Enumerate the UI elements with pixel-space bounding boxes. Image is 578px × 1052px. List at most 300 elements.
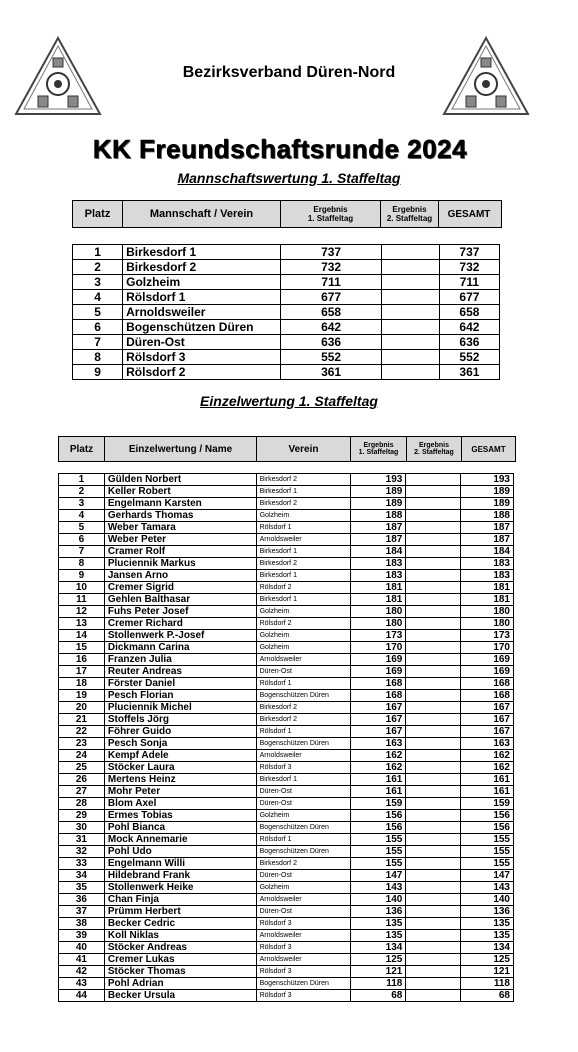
table-row: [59, 522, 514, 534]
shooter-club: Rölsdorf 1: [256, 678, 350, 690]
shooter-total: 169: [461, 666, 514, 678]
shooter-result-2: [406, 534, 461, 546]
shooter-club: Rölsdorf 2: [256, 582, 350, 594]
shooter-club: Bogenschützen Düren: [256, 822, 350, 834]
shooter-name: Chan Finja: [104, 894, 256, 906]
shooter-club: Düren-Ost: [256, 906, 350, 918]
table-row: [59, 750, 514, 762]
team-result-2: [381, 350, 439, 365]
table-row: [59, 702, 514, 714]
shooter-result-2: [406, 654, 461, 666]
team-table: [72, 244, 500, 380]
table-row: [73, 245, 500, 260]
table-row: [59, 594, 514, 606]
col-platz: Platz: [73, 201, 123, 227]
shooter-result-2: [406, 966, 461, 978]
shooter-name: Pesch Florian: [104, 690, 256, 702]
col-total: GESAMT: [447, 208, 491, 220]
shooter-name: Pohl Bianca: [104, 822, 256, 834]
shooter-place: 8: [59, 558, 105, 570]
individual-table-header: [58, 436, 516, 462]
shooter-total: 170: [461, 642, 514, 654]
shooter-result-1: 189: [350, 498, 406, 510]
shooter-place: 30: [59, 822, 105, 834]
team-place: 1: [73, 245, 123, 260]
shooter-club: Rölsdorf 1: [256, 834, 350, 846]
shooter-place: 3: [59, 498, 105, 510]
team-table-header: [72, 200, 502, 228]
shooter-name: Franzen Julia: [104, 654, 256, 666]
table-row: [73, 335, 500, 350]
shooter-result-1: 135: [350, 930, 406, 942]
col-name: Einzelwertung / Name: [105, 437, 257, 461]
shooter-result-2: [406, 642, 461, 654]
team-name: Rölsdorf 1: [123, 290, 281, 305]
shooter-total: 155: [461, 834, 514, 846]
shooter-place: 43: [59, 978, 105, 990]
table-row: [59, 942, 514, 954]
shooter-total: 188: [461, 510, 514, 522]
table-row: [59, 822, 514, 834]
shooter-result-1: 167: [350, 702, 406, 714]
shooter-place: 15: [59, 642, 105, 654]
team-place: 4: [73, 290, 123, 305]
table-row: [59, 798, 514, 810]
table-row: [59, 870, 514, 882]
shooter-result-1: 168: [350, 678, 406, 690]
shooter-place: 21: [59, 714, 105, 726]
shooter-result-1: 168: [350, 690, 406, 702]
shooter-total: 163: [461, 738, 514, 750]
team-result-1: 552: [281, 350, 381, 365]
shooter-result-1: 181: [350, 594, 406, 606]
shooter-club: Rölsdorf 3: [256, 942, 350, 954]
shooter-result-2: [406, 594, 461, 606]
shooter-result-1: 180: [350, 606, 406, 618]
table-row: [59, 906, 514, 918]
shooter-name: Stoffels Jörg: [104, 714, 256, 726]
shooter-result-2: [406, 870, 461, 882]
shooter-result-2: [406, 666, 461, 678]
team-result-2: [381, 305, 439, 320]
shooter-total: 135: [461, 930, 514, 942]
shooter-club: Rölsdorf 3: [256, 918, 350, 930]
shooter-result-2: [406, 750, 461, 762]
shooter-place: 37: [59, 906, 105, 918]
team-name: Rölsdorf 3: [123, 350, 281, 365]
shooter-club: Bogenschützen Düren: [256, 978, 350, 990]
col-club: Verein: [257, 437, 351, 461]
shooter-place: 38: [59, 918, 105, 930]
table-row: [59, 726, 514, 738]
shooter-total: 181: [461, 582, 514, 594]
shooter-place: 34: [59, 870, 105, 882]
shooter-place: 17: [59, 666, 105, 678]
shooter-total: 184: [461, 546, 514, 558]
shooter-name: Gerhards Thomas: [104, 510, 256, 522]
table-row: [59, 606, 514, 618]
shooter-club: Düren-Ost: [256, 666, 350, 678]
shooter-place: 26: [59, 774, 105, 786]
shooter-result-1: 136: [350, 906, 406, 918]
shooter-result-2: [406, 786, 461, 798]
shooter-result-2: [406, 678, 461, 690]
team-name: Rölsdorf 2: [123, 365, 281, 380]
shooter-result-2: [406, 702, 461, 714]
shooter-name: Cremer Sigrid: [104, 582, 256, 594]
shooter-result-1: 187: [350, 522, 406, 534]
table-row: [59, 474, 514, 486]
shooter-total: 155: [461, 858, 514, 870]
shooter-result-2: [406, 930, 461, 942]
shooter-result-2: [406, 798, 461, 810]
shooter-total: 180: [461, 606, 514, 618]
shooter-place: 14: [59, 630, 105, 642]
shooter-place: 41: [59, 954, 105, 966]
shooter-place: 11: [59, 594, 105, 606]
shooter-place: 5: [59, 522, 105, 534]
shooter-result-1: 169: [350, 654, 406, 666]
shooter-name: Weber Tamara: [104, 522, 256, 534]
table-row: [73, 305, 500, 320]
shooter-club: Birkesdorf 1: [256, 570, 350, 582]
team-result-1: 642: [281, 320, 381, 335]
shooter-result-1: 163: [350, 738, 406, 750]
team-total: 732: [439, 260, 499, 275]
shooter-total: 183: [461, 570, 514, 582]
shooter-name: Fuhs Peter Josef: [104, 606, 256, 618]
shooter-club: Birkesdorf 2: [256, 702, 350, 714]
shooter-name: Reuter Andreas: [104, 666, 256, 678]
shooter-result-1: 155: [350, 858, 406, 870]
table-row: [59, 738, 514, 750]
shooter-result-2: [406, 546, 461, 558]
team-result-1: 677: [281, 290, 381, 305]
table-row: [59, 618, 514, 630]
shooter-club: Düren-Ost: [256, 798, 350, 810]
team-place: 6: [73, 320, 123, 335]
team-place: 3: [73, 275, 123, 290]
shooter-result-2: [406, 582, 461, 594]
shooter-total: 156: [461, 810, 514, 822]
shooter-place: 39: [59, 930, 105, 942]
shooter-place: 33: [59, 858, 105, 870]
shooter-total: 121: [461, 966, 514, 978]
team-total: 737: [439, 245, 499, 260]
shooter-result-2: [406, 522, 461, 534]
shooter-club: Golzheim: [256, 630, 350, 642]
table-row: [59, 714, 514, 726]
team-result-1: 658: [281, 305, 381, 320]
team-result-1: 732: [281, 260, 381, 275]
shooter-club: Rölsdorf 1: [256, 522, 350, 534]
shooter-club: Düren-Ost: [256, 870, 350, 882]
table-row: [59, 630, 514, 642]
shooter-name: Hildebrand Frank: [104, 870, 256, 882]
table-row: [59, 642, 514, 654]
shooter-result-1: 173: [350, 630, 406, 642]
shooter-place: 25: [59, 762, 105, 774]
shooter-name: Stollenwerk P.-Josef: [104, 630, 256, 642]
shooter-club: Golzheim: [256, 882, 350, 894]
shooter-result-1: 169: [350, 666, 406, 678]
shooter-place: 24: [59, 750, 105, 762]
table-row: [59, 570, 514, 582]
shooter-club: Arnoldsweiler: [256, 894, 350, 906]
table-row: [59, 966, 514, 978]
shooter-name: Cremer Lukas: [104, 954, 256, 966]
team-place: 7: [73, 335, 123, 350]
individual-heading: Einzelwertung 1. Staffeltag: [200, 393, 378, 409]
shooter-result-1: 156: [350, 810, 406, 822]
shooter-place: 1: [59, 474, 105, 486]
table-row: [59, 810, 514, 822]
table-row: [59, 678, 514, 690]
shooter-result-1: 121: [350, 966, 406, 978]
shooter-result-2: [406, 954, 461, 966]
shooter-total: 125: [461, 954, 514, 966]
shooter-place: 2: [59, 486, 105, 498]
shooter-result-2: [406, 486, 461, 498]
shooter-total: 167: [461, 714, 514, 726]
team-total: 711: [439, 275, 499, 290]
shooter-name: Pluciennik Markus: [104, 558, 256, 570]
shooter-result-1: 68: [350, 990, 406, 1002]
shooter-total: 134: [461, 942, 514, 954]
shooter-place: 40: [59, 942, 105, 954]
shooter-name: Weber Peter: [104, 534, 256, 546]
shooter-result-1: 184: [350, 546, 406, 558]
shooter-result-2: [406, 906, 461, 918]
shooter-place: 19: [59, 690, 105, 702]
shooter-result-2: [406, 474, 461, 486]
shooter-place: 28: [59, 798, 105, 810]
shooter-result-1: 188: [350, 510, 406, 522]
shooter-result-2: [406, 978, 461, 990]
shooter-total: 162: [461, 762, 514, 774]
shooter-place: 6: [59, 534, 105, 546]
team-total: 658: [439, 305, 499, 320]
col-result-1: Ergebnis 1. Staffeltag: [281, 201, 381, 227]
shooter-place: 7: [59, 546, 105, 558]
shooter-place: 9: [59, 570, 105, 582]
shooter-name: Becker Ursula: [104, 990, 256, 1002]
team-result-1: 636: [281, 335, 381, 350]
shooter-total: 118: [461, 978, 514, 990]
shooter-result-1: 125: [350, 954, 406, 966]
shooter-place: 42: [59, 966, 105, 978]
shooter-result-2: [406, 738, 461, 750]
team-result-2: [381, 260, 439, 275]
shooter-total: 161: [461, 774, 514, 786]
shooter-total: 169: [461, 654, 514, 666]
shooter-total: 193: [461, 474, 514, 486]
shooter-total: 181: [461, 594, 514, 606]
shooter-place: 18: [59, 678, 105, 690]
shooter-place: 44: [59, 990, 105, 1002]
shooter-name: Stollenwerk Heike: [104, 882, 256, 894]
shooter-result-1: 170: [350, 642, 406, 654]
shooter-club: Golzheim: [256, 606, 350, 618]
col-result-2: Ergebnis 2. Staffeltag: [407, 437, 462, 461]
col-result-2: Ergebnis 2. Staffeltag: [381, 201, 439, 227]
shooter-total: 187: [461, 534, 514, 546]
team-result-1: 711: [281, 275, 381, 290]
shooter-club: Bogenschützen Düren: [256, 846, 350, 858]
team-place: 5: [73, 305, 123, 320]
shooter-result-2: [406, 822, 461, 834]
table-row: [59, 834, 514, 846]
shooter-name: Cremer Richard: [104, 618, 256, 630]
table-row: [59, 894, 514, 906]
shooter-result-1: 135: [350, 918, 406, 930]
shooter-name: Stöcker Thomas: [104, 966, 256, 978]
shooter-club: Birkesdorf 1: [256, 486, 350, 498]
shooter-result-2: [406, 918, 461, 930]
team-result-2: [381, 275, 439, 290]
shooter-name: Prümm Herbert: [104, 906, 256, 918]
shooter-total: 183: [461, 558, 514, 570]
shooter-result-2: [406, 558, 461, 570]
shooter-result-1: 183: [350, 570, 406, 582]
shooter-name: Mertens Heinz: [104, 774, 256, 786]
shooter-result-2: [406, 942, 461, 954]
table-row: [59, 510, 514, 522]
shooter-result-1: 181: [350, 582, 406, 594]
table-row: [73, 320, 500, 335]
team-result-1: 361: [281, 365, 381, 380]
team-name: Golzheim: [123, 275, 281, 290]
shooter-club: Golzheim: [256, 810, 350, 822]
shooter-name: Jansen Arno: [104, 570, 256, 582]
shooter-club: Birkesdorf 2: [256, 714, 350, 726]
shooter-place: 27: [59, 786, 105, 798]
team-total: 552: [439, 350, 499, 365]
shooter-result-2: [406, 510, 461, 522]
shooter-total: 180: [461, 618, 514, 630]
shooter-club: Birkesdorf 1: [256, 594, 350, 606]
shooter-result-1: 159: [350, 798, 406, 810]
shooter-name: Stöcker Laura: [104, 762, 256, 774]
team-result-2: [381, 245, 439, 260]
shooter-club: Birkesdorf 2: [256, 474, 350, 486]
shooter-place: 13: [59, 618, 105, 630]
shooter-result-1: 134: [350, 942, 406, 954]
shooter-result-1: 118: [350, 978, 406, 990]
table-row: [59, 486, 514, 498]
shooter-result-2: [406, 570, 461, 582]
team-result-2: [381, 365, 439, 380]
table-row: [59, 666, 514, 678]
team-name: Birkesdorf 2: [123, 260, 281, 275]
col-total: GESAMT: [471, 444, 506, 454]
shooter-name: Gülden Norbert: [104, 474, 256, 486]
shooter-total: 168: [461, 690, 514, 702]
team-total: 361: [439, 365, 499, 380]
shooter-club: Bogenschützen Düren: [256, 690, 350, 702]
shooter-total: 143: [461, 882, 514, 894]
shooter-place: 23: [59, 738, 105, 750]
shooter-club: Birkesdorf 1: [256, 546, 350, 558]
shooter-total: 167: [461, 726, 514, 738]
table-row: [59, 498, 514, 510]
shooter-result-1: 155: [350, 834, 406, 846]
shooter-result-2: [406, 846, 461, 858]
team-result-2: [381, 290, 439, 305]
shooter-result-2: [406, 858, 461, 870]
table-row: [59, 654, 514, 666]
shooter-result-2: [406, 726, 461, 738]
col-team: Mannschaft / Verein: [123, 201, 281, 227]
shooter-place: 36: [59, 894, 105, 906]
table-row: [59, 582, 514, 594]
shooter-club: Arnoldsweiler: [256, 654, 350, 666]
shooter-result-2: [406, 834, 461, 846]
team-place: 9: [73, 365, 123, 380]
shooter-total: 155: [461, 846, 514, 858]
team-total: 677: [439, 290, 499, 305]
shooter-name: Blom Axel: [104, 798, 256, 810]
shooter-result-1: 162: [350, 762, 406, 774]
shooter-name: Pohl Adrian: [104, 978, 256, 990]
shooter-name: Pohl Udo: [104, 846, 256, 858]
table-row: [73, 290, 500, 305]
shooter-place: 22: [59, 726, 105, 738]
shooter-club: Golzheim: [256, 510, 350, 522]
shooter-total: 189: [461, 498, 514, 510]
shooter-place: 29: [59, 810, 105, 822]
shooter-club: Rölsdorf 1: [256, 726, 350, 738]
shooter-result-1: 189: [350, 486, 406, 498]
shooter-result-2: [406, 990, 461, 1002]
team-name: Bogenschützen Düren: [123, 320, 281, 335]
shooter-name: Koll Niklas: [104, 930, 256, 942]
page-title: KK Freundschaftsrunde 2024: [92, 134, 468, 164]
shooter-place: 16: [59, 654, 105, 666]
team-result-2: [381, 335, 439, 350]
shooter-total: 187: [461, 522, 514, 534]
shooter-name: Förster Daniel: [104, 678, 256, 690]
team-result-2: [381, 320, 439, 335]
shooter-club: Birkesdorf 2: [256, 858, 350, 870]
shooter-result-2: [406, 810, 461, 822]
shooter-total: 161: [461, 786, 514, 798]
shooter-result-1: 143: [350, 882, 406, 894]
shooter-club: Rölsdorf 3: [256, 762, 350, 774]
shooter-result-1: 156: [350, 822, 406, 834]
shooter-result-2: [406, 606, 461, 618]
table-row: [59, 546, 514, 558]
table-row: [59, 558, 514, 570]
shooter-result-2: [406, 714, 461, 726]
shooter-total: 135: [461, 918, 514, 930]
shooter-name: Becker Cedric: [104, 918, 256, 930]
shooter-name: Stöcker Andreas: [104, 942, 256, 954]
shooter-result-1: 161: [350, 774, 406, 786]
shooter-club: Bogenschützen Düren: [256, 738, 350, 750]
team-name: Düren-Ost: [123, 335, 281, 350]
shooter-result-2: [406, 618, 461, 630]
table-row: [59, 978, 514, 990]
shooter-place: 35: [59, 882, 105, 894]
table-row: [59, 990, 514, 1002]
table-row: [73, 365, 500, 380]
shooter-name: Engelmann Karsten: [104, 498, 256, 510]
team-heading: Mannschaftswertung 1. Staffeltag: [177, 170, 401, 186]
shooter-total: 173: [461, 630, 514, 642]
shooter-place: 20: [59, 702, 105, 714]
shooter-total: 159: [461, 798, 514, 810]
